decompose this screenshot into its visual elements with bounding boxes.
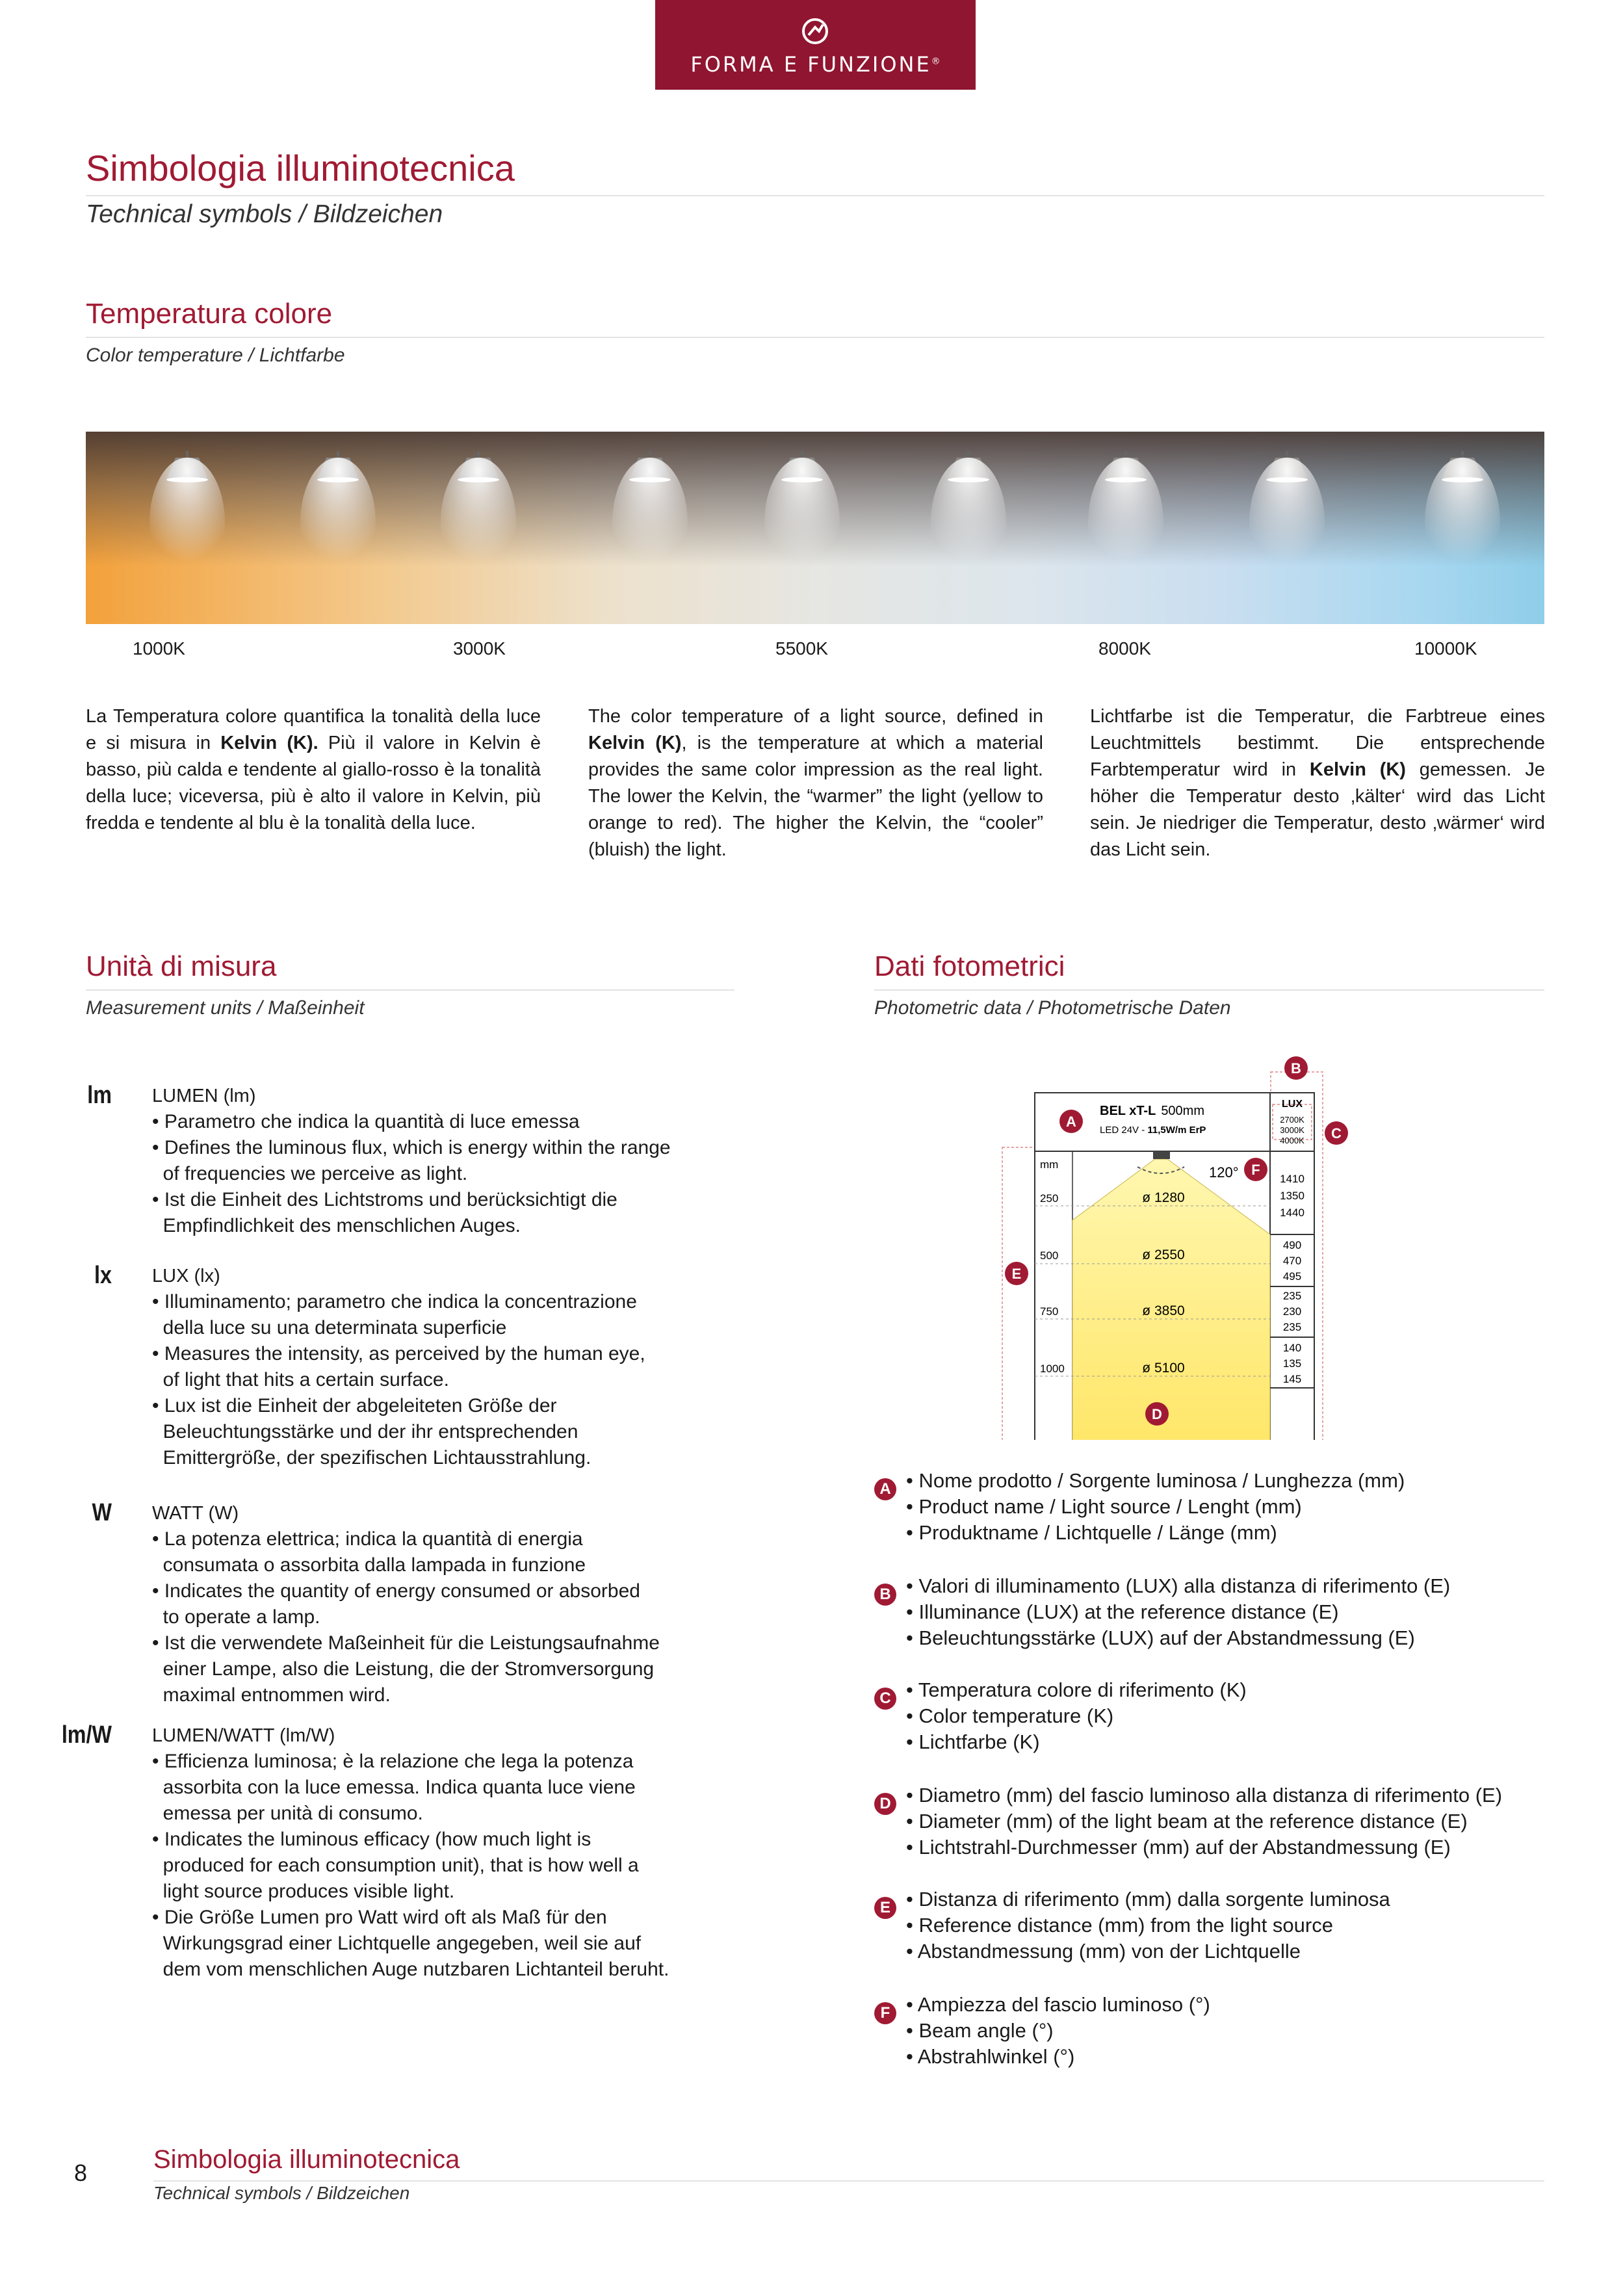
section-title-units: Unità di misura (86, 950, 277, 982)
legend-line: • Lichtstrahl-Durchmesser (mm) auf der Abstandmessung (E) (906, 1836, 1451, 1859)
unit-description-line: • Ist die Einheit des Lichtstroms und berücksichtigt die (152, 1189, 617, 1210)
legend-line: • Color temperature (K) (906, 1704, 1114, 1727)
photometric-rule (874, 989, 1544, 991)
row-lux: 145 (1282, 1373, 1302, 1385)
row-distance: 750 (1040, 1305, 1059, 1318)
diagram-lux-label: LUX (1282, 1099, 1303, 1110)
unit-description-line: to operate a lamp. (152, 1606, 320, 1628)
unit-description-line: • Measures the intensity, as perceived by the human eye, (152, 1343, 645, 1364)
page-number: 8 (74, 2159, 88, 2186)
unit-description-line: of light that hits a certain surface. (152, 1369, 449, 1390)
legend-line: • Beam angle (°) (906, 2019, 1054, 2042)
brand-logo (655, 0, 976, 90)
section-subtitle-color-temp: Color temperature / Lichtfarbe (86, 345, 345, 366)
unit-description-line: • Efficienza luminosa; è la relazione che lega la potenza (152, 1751, 634, 1772)
unit-description-line: Beleuchtungsstärke und der ihr entsprechenden (152, 1421, 578, 1442)
pendant-lamp (929, 451, 1007, 607)
unit-title: LUMEN (lm) (152, 1086, 256, 1106)
svg-text:D: D (1152, 1406, 1162, 1422)
row-distance: 1000 (1040, 1363, 1065, 1375)
row-lux: 140 (1282, 1342, 1302, 1354)
section-subtitle-units: Measurement units / Maßeinheit (86, 997, 365, 1019)
legend-line: • Diameter (mm) of the light beam at the reference distance (E) (906, 1810, 1468, 1833)
legend-line: • Reference distance (mm) from the light source (906, 1914, 1333, 1937)
unit-description-line: Empfindlichkeit des menschlichen Auges. (152, 1215, 521, 1236)
row-distance: 250 (1040, 1192, 1059, 1205)
legend-line: • Valori di illuminamento (LUX) alla distanza di riferimento (E) (906, 1574, 1451, 1597)
legend-badge: A (874, 1478, 896, 1500)
unit-description-line: • La potenza elettrica; indica la quantità di energia (152, 1528, 583, 1550)
light-source (1153, 1151, 1170, 1159)
unit-description-line: emessa per unità di consumo. (152, 1803, 423, 1824)
row-lux: 135 (1282, 1357, 1302, 1370)
unit-title: WATT (W) (152, 1503, 239, 1524)
diagram-unit: mm (1040, 1158, 1059, 1171)
pendant-lamp (763, 451, 841, 607)
row-lux: 235 (1282, 1321, 1302, 1333)
unit-title: LUX (lx) (152, 1266, 220, 1286)
pendant-lamp (1423, 451, 1501, 607)
legend-badge: C (874, 1688, 896, 1710)
pendant-lamp (1248, 451, 1326, 607)
legend-line: • Produktname / Lichtquelle / Länge (mm) (906, 1521, 1277, 1544)
unit-description-line: produced for each consumption unit), that is how well a (152, 1855, 639, 1876)
legend-badge: B (874, 1584, 896, 1606)
unit-symbol: W (92, 1499, 112, 1526)
row-diameter: ø 1280 (1142, 1190, 1185, 1205)
section-rule (86, 337, 1544, 338)
unit-description-line: • Defines the luminous flux, which is energy within the range (152, 1137, 671, 1158)
diagram-source: LED 24V - 11,5W/m ErP (1100, 1125, 1206, 1136)
temp-tick-1000: 1000K (133, 638, 185, 659)
unit-description-line: maximal entnommen wird. (152, 1684, 391, 1706)
legend-line: • Distanza di riferimento (mm) dalla sorgente luminosa (906, 1888, 1390, 1911)
legend-line: • Product name / Light source / Lenght (mm) (906, 1495, 1302, 1518)
photometric-diagram (1001, 1050, 1352, 1440)
pendant-lamp (1087, 451, 1165, 607)
svg-text:E: E (1011, 1266, 1022, 1282)
unit-description-line: dem vom menschlichen Auge nutzbaren Lichtanteil beruht. (152, 1959, 669, 1980)
footer-title: Simbologia illuminotecnica (153, 2145, 460, 2174)
header-rule (86, 195, 1544, 196)
legend-line: • Illuminance (LUX) at the reference distance (E) (906, 1600, 1339, 1623)
unit-description-line: Wirkungsgrad einer Lichtquelle angegeben, weil sie auf (152, 1933, 642, 1954)
section-subtitle-photometric: Photometric data / Photometrische Daten (874, 997, 1231, 1019)
row-lux: 1440 (1280, 1207, 1305, 1219)
pendant-lamp (299, 451, 377, 607)
footer-rule (153, 2180, 1544, 2182)
unit-description-line: • Lux ist die Einheit der abgeleiteten Größe der (152, 1395, 557, 1416)
badge-c-marker (1325, 1121, 1348, 1145)
section-title-photometric: Dati fotometrici (874, 950, 1065, 982)
legend-badge: D (874, 1793, 896, 1815)
row-lux: 490 (1282, 1239, 1302, 1251)
row-lux: 1410 (1280, 1173, 1305, 1185)
row-lux: 235 (1282, 1290, 1302, 1302)
diagram-product: BEL xT-L 500mm (1100, 1104, 1205, 1118)
legend-line: • Temperatura colore di riferimento (K) (906, 1678, 1247, 1701)
svg-text:C: C (1331, 1125, 1342, 1141)
unit-description-line: • Parametro che indica la quantità di luce emessa (152, 1111, 580, 1132)
row-diameter: ø 5100 (1142, 1361, 1185, 1376)
unit-description-line: della luce su una determinata superficie (152, 1317, 507, 1338)
temp-tick-5500: 5500K (775, 638, 828, 659)
paragraph-en: The color temperature of a light source, defined in Kelvin (K), is the temperature at which a material provides the same color impression as the real light. The lower the Kelvin, the “warmer” the light (yellow to orange to red). The higher the Kelvin, the “cooler” (bluish) the light. (588, 706, 1043, 860)
badge-a-marker (1059, 1110, 1083, 1133)
unit-description-line: • Indicates the luminous efficacy (how much light is (152, 1829, 591, 1850)
temp-tick-10000: 10000K (1414, 638, 1477, 659)
row-lux: 1350 (1280, 1190, 1305, 1202)
unit-title: LUMEN/WATT (lm/W) (152, 1725, 335, 1746)
pendant-lamp (439, 451, 517, 607)
row-diameter: ø 3850 (1142, 1303, 1185, 1318)
unit-symbol: lx (94, 1262, 112, 1289)
temp-tick-3000: 3000K (453, 638, 506, 659)
row-distance: 500 (1040, 1249, 1059, 1262)
diagram-angle: 120° (1209, 1164, 1239, 1181)
legend-line: • Abstrahlwinkel (°) (906, 2045, 1075, 2068)
page-subtitle: Technical symbols / Bildzeichen (86, 200, 443, 228)
badge-b-marker (1284, 1056, 1308, 1080)
legend-line: • Beleuchtungsstärke (LUX) auf der Abstandmessung (E) (906, 1626, 1415, 1649)
unit-description-line: einer Lampe, also die Leistung, die der Stromversorgung (152, 1658, 655, 1680)
legend-line: • Lichtfarbe (K) (906, 1730, 1040, 1753)
legend-line: • Ampiezza del fascio luminoso (°) (906, 1993, 1210, 2016)
svg-text:A: A (1066, 1114, 1076, 1130)
pendant-lamp (611, 451, 689, 607)
section-title-color-temp: Temperatura colore (86, 298, 333, 330)
paragraph-de: Lichtfarbe ist die Temperatur, die Farbtreue eines Leuchtmittels bestimmt. Die entsprechende Farbtemperatur wird in Kelvin (K) gemessen. Je höher die Temperatur desto ‚kälter‘ wird das Licht sein. Je niedriger die Temperatur, desto ‚wärmer‘ wird das Licht sein. (1090, 706, 1545, 860)
row-diameter: ø 2550 (1142, 1247, 1185, 1262)
unit-description-line: • Indicates the quantity of energy consumed or absorbed (152, 1580, 640, 1602)
diagram-temp-3000: 3000K (1280, 1125, 1305, 1135)
diagram-temp-4000: 4000K (1280, 1136, 1305, 1145)
unit-symbol: lm/W (61, 1721, 112, 1749)
svg-text:B: B (1291, 1060, 1301, 1076)
footer-subtitle: Technical symbols / Bildzeichen (153, 2183, 410, 2203)
brand-mark-icon (799, 16, 831, 47)
legend-badge: F (874, 2002, 896, 2024)
row-lux: 230 (1282, 1305, 1302, 1318)
unit-description-line: light source produces visible light. (152, 1881, 455, 1902)
badge-d-marker (1145, 1402, 1169, 1426)
unit-description-line: consumata o assorbita dalla lampada in funzione (152, 1554, 586, 1576)
pendant-lamp (148, 451, 226, 607)
badge-e-marker (1005, 1262, 1028, 1285)
badge-f-marker (1244, 1158, 1267, 1181)
unit-symbol: lm (87, 1082, 112, 1109)
legend-line: • Diametro (mm) del fascio luminoso alla distanza di riferimento (E) (906, 1784, 1503, 1807)
temp-tick-8000: 8000K (1098, 638, 1151, 659)
unit-description-line: • Die Größe Lumen pro Watt wird oft als Maß für den (152, 1907, 607, 1928)
legend-line: • Nome prodotto / Sorgente luminosa / Lunghezza (mm) (906, 1469, 1405, 1492)
unit-description-line: assorbita con la luce emessa. Indica quanta luce viene (152, 1777, 636, 1798)
diagram-temp-2700: 2700K (1280, 1115, 1305, 1125)
unit-description-line: • Illuminamento; parametro che indica la concentrazione (152, 1291, 637, 1312)
row-lux: 470 (1282, 1255, 1302, 1267)
paragraph-it: La Temperatura colore quantifica la tonalità della luce e si misura in Kelvin (K). Più il valore in Kelvin è basso, più calda e tendente al giallo-rosso è la tonalità della luce; viceversa, più è alto il valore in Kelvin, più fredda e tendente al blu è la tonalità della luce. (86, 706, 541, 833)
svg-text:F: F (1251, 1162, 1260, 1178)
units-rule (86, 989, 734, 991)
legend-line: • Abstandmessung (mm) von der Lichtquelle (906, 1940, 1301, 1963)
page-title: Simbologia illuminotecnica (86, 148, 515, 189)
color-temperature-photo (86, 432, 1544, 624)
row-lux: 495 (1282, 1270, 1302, 1283)
unit-description-line: • Ist die verwendete Maßeinheit für die Leistungsaufnahme (152, 1632, 660, 1654)
unit-description-line: Emittergröße, der spezifischen Lichtausstrahlung. (152, 1447, 591, 1468)
unit-description-line: of frequencies we perceive as light. (152, 1163, 468, 1184)
legend-badge: E (874, 1897, 896, 1919)
brand-wordmark: FORMA E FUNZIONE® (690, 52, 941, 77)
